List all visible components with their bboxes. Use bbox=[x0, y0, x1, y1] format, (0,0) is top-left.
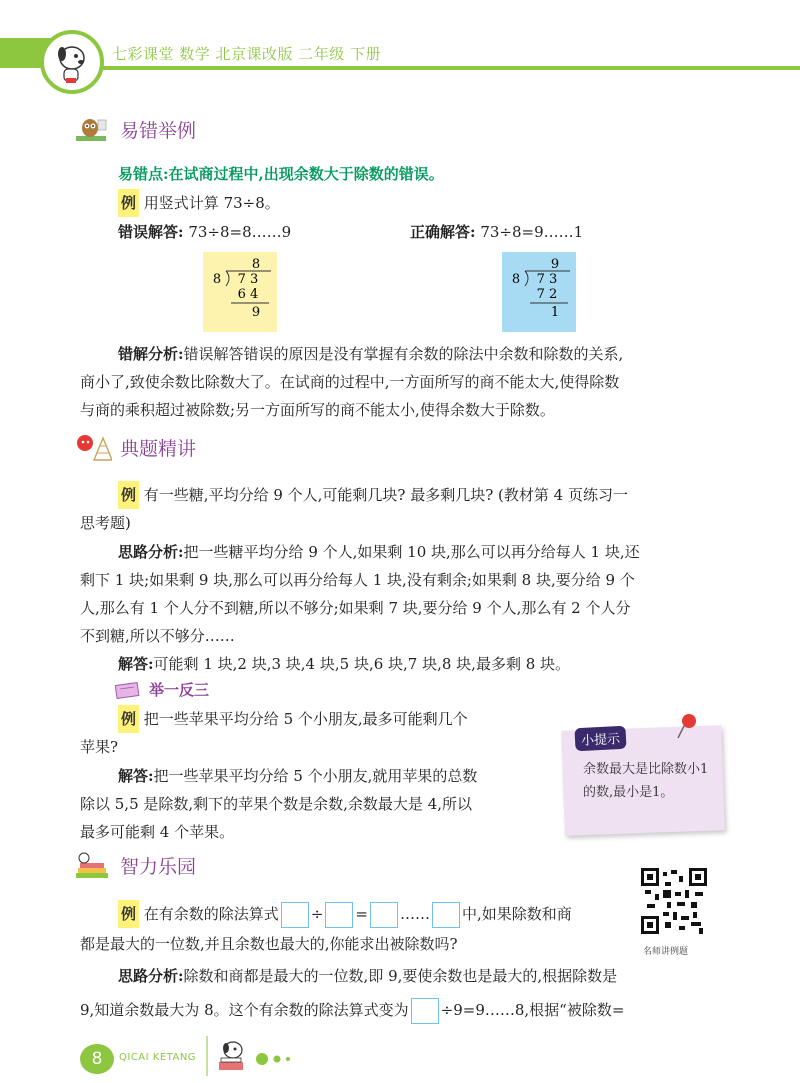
notebook-icon bbox=[115, 681, 141, 699]
pushpin-icon bbox=[674, 712, 700, 742]
division-dividend: 7 3 bbox=[237, 272, 259, 287]
reasoning-line-1: 思路分析:把一些糖平均分给 9 个人,如果剩 10 块,那么可以再分给每人 1 块,还 bbox=[118, 543, 640, 561]
division-quotient: 8 bbox=[251, 257, 261, 272]
header-title: 七彩课堂 数学 北京课改版 二年级 下册 bbox=[112, 45, 382, 63]
example-3-line-1: 例 把一些苹果平均分给 5 个小朋友,最多可能剩几个 bbox=[118, 705, 468, 733]
analysis-line-2: 商小了,致使余数比除数大了。在试商的过程中,一方面所写的商不能太大,使得除数 bbox=[80, 373, 620, 391]
division-product: 7 2 bbox=[536, 287, 558, 302]
example-tag: 例 bbox=[118, 189, 139, 217]
decorative-dots bbox=[255, 1052, 295, 1066]
sub-section-head bbox=[115, 679, 209, 700]
example-tag: 例 bbox=[118, 900, 139, 928]
section-title: 智力乐园 bbox=[120, 855, 197, 878]
example-4-line-1: 例 在有余数的除法算式 ÷ = …… 中,如果除数和商 bbox=[118, 900, 572, 928]
example-2-line-1: 例 有一些糖,平均分给 9 个人,可能剩几块? 最多剩几块? (教材第 4 页练习一 bbox=[118, 481, 628, 509]
wrong-long-division bbox=[203, 252, 277, 332]
analysis-line-1: 错解分析:错误解答错误的原因是没有掌握有余数的除法中余数和除数的关系, bbox=[118, 345, 624, 363]
sub-section-title: 举一反三 bbox=[149, 681, 210, 699]
books-icon bbox=[72, 850, 112, 880]
blank-box bbox=[325, 902, 353, 928]
section-title: 典题精讲 bbox=[120, 437, 197, 460]
blank-box bbox=[370, 902, 398, 928]
mistake-point: 易错点:在试商过程中,出现余数大于除数的错误。 bbox=[118, 165, 444, 183]
qr-caption: 名师讲例题 bbox=[643, 947, 689, 957]
puzzle-reasoning-line-1: 思路分析:除数和商都是最大的一位数,即 9,要使余数也是最大的,根据除数是 bbox=[118, 967, 618, 985]
page-number: 8 bbox=[80, 1044, 114, 1074]
tip-text: 余数最大是比除数小1的数,最小是1。 bbox=[583, 762, 709, 800]
right-long-division bbox=[502, 252, 576, 332]
reasoning-line-3: 人,那么有 1 个人分不到糖,所以不够分;如果剩 7 块,要分给 9 个人,那么有 2 个人分 bbox=[80, 599, 631, 617]
mascot-avatar bbox=[40, 30, 104, 94]
example-3-line-2: 苹果? bbox=[80, 738, 119, 756]
wrong-answer-line: 错误解答: 73÷8=8……9 bbox=[118, 223, 292, 241]
fruit-pyramid-icon bbox=[72, 432, 112, 462]
header-rule bbox=[95, 66, 800, 70]
division-divisor: 8 bbox=[511, 272, 521, 287]
blank-box bbox=[432, 902, 460, 928]
division-remainder: 1 bbox=[550, 305, 560, 320]
dog-reading-icon bbox=[205, 1036, 249, 1076]
example-1: 例 用竖式计算 73÷8。 bbox=[118, 189, 280, 217]
section-title: 易错举例 bbox=[120, 119, 197, 142]
analysis-line-3: 与商的乘积超过被除数;另一方面所写的商不能太小,使得余数大于除数。 bbox=[80, 401, 555, 419]
section-head-mistakes bbox=[72, 114, 196, 144]
answer-3-line-3: 最多可能剩 4 个苹果。 bbox=[80, 823, 235, 841]
footer-brand: QICAI KETANG bbox=[119, 1052, 197, 1063]
answer-3-line-1: 解答:把一些苹果平均分给 5 个小朋友,就用苹果的总数 bbox=[118, 767, 478, 785]
example-tag: 例 bbox=[118, 705, 139, 733]
reasoning-line-2: 剩下 1 块;如果剩 9 块,那么可以再分给每人 1 块,没有剩余;如果剩 8 块,要分给 9 个 bbox=[80, 571, 635, 589]
division-product: 6 4 bbox=[237, 287, 259, 302]
division-remainder: 9 bbox=[251, 305, 261, 320]
answer-3-line-2: 除以 5,5 是除数,剩下的苹果个数是余数,余数最大是 4,所以 bbox=[80, 795, 473, 813]
tip-title: 小提示 bbox=[574, 726, 626, 752]
blank-box bbox=[411, 998, 439, 1024]
division-dividend: 7 3 bbox=[536, 272, 558, 287]
example-4-line-2: 都是最大的一位数,并且余数也最大的,你能求出被除数吗? bbox=[80, 935, 458, 953]
section-head-examples bbox=[72, 432, 196, 462]
example-tag: 例 bbox=[118, 481, 139, 509]
dog-mascot-icon bbox=[44, 34, 100, 90]
blank-box bbox=[281, 902, 309, 928]
qr-code[interactable] bbox=[641, 868, 707, 934]
division-quotient: 9 bbox=[550, 257, 560, 272]
thinker-icon bbox=[72, 114, 112, 144]
section-head-puzzle bbox=[72, 850, 196, 880]
answer-line: 解答:可能剩 1 块,2 块,3 块,4 块,5 块,6 块,7 块,8 块,最多剩 8 块。 bbox=[118, 655, 571, 673]
example-2-line-2: 思考题) bbox=[80, 514, 131, 532]
puzzle-reasoning-line-2: 9,知道余数最大为 8。这个有余数的除法算式变为 ÷9=9……8,根据“被除数= bbox=[80, 996, 624, 1024]
right-answer-line: 正确解答: 73÷8=9……1 bbox=[410, 223, 584, 241]
division-divisor: 8 bbox=[212, 272, 222, 287]
reasoning-line-4: 不到糖,所以不够分…… bbox=[80, 627, 235, 645]
